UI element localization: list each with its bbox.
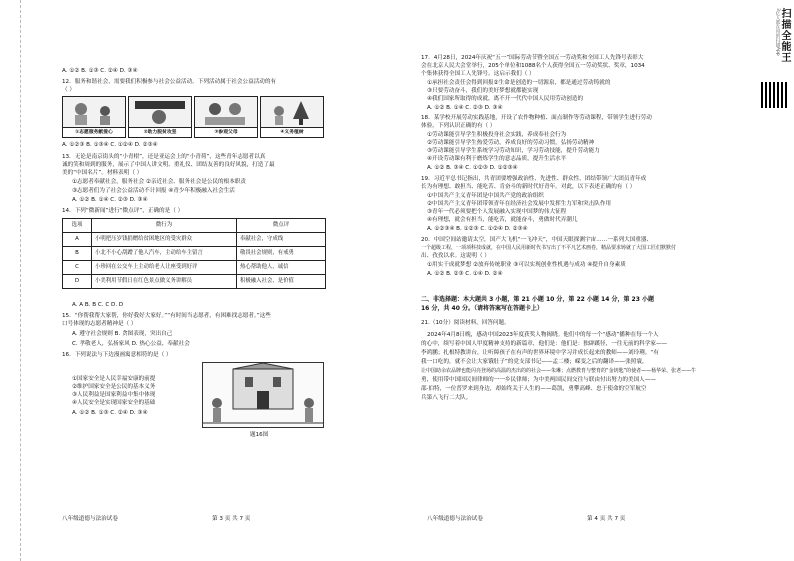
q17-option-2: ③只要劳动奋斗，我们的美好梦想就都能实现: [427, 88, 539, 94]
q18-option-3: ③劳动课能引导学生系统学习劳动知识，学习劳动技能，提升劳动能力: [427, 148, 600, 154]
q15-options-row-1: A. 遵守社会规则 B. 贪图表现，突出自己: [72, 331, 173, 337]
q13-option-row-2: ③志愿者们为了社会公益活动不计回报 ④青少年积极融入社会生活: [72, 188, 235, 194]
q12-panel-1-caption: ①志愿服务献爱心: [63, 127, 125, 137]
q19-option-1: ①中国共产主义青年团是中国共产党的政治组织: [427, 193, 544, 199]
q18-option-1: ①劳动课能引导学生积极投身社会实践，养成奉社会行为: [427, 132, 567, 138]
q15-options-row-2: C. 孝敬老人，弘扬家风 D. 热心公益，奉献社会: [72, 341, 190, 347]
q17-line-3: 个集体获得全国工人先锋号。这启示我们（ ）: [421, 71, 535, 77]
table-row: [63, 247, 326, 261]
q18-options: A. ①② B. ③④ C. ①②③ D. ①②③④: [427, 165, 518, 171]
q16-item-3: ③人民利益是国家利益中集中体现: [72, 392, 156, 398]
q12-panel-1: [62, 96, 126, 138]
q18-line-2: 体验。下列认识正确的有（ ）: [421, 123, 496, 129]
q13-line-2: 诚的笑和周到的服务，展示了中国人讲文明、重礼仪、团结友善的良好风貌，打造了最: [62, 162, 275, 168]
app-watermark-title: 扫描全能王: [779, 8, 790, 63]
q18-option-4: ④开设劳动课有利于磨炼学生的意志品质，提升生活水平: [427, 156, 567, 162]
q20-line-2: 一个超级工程，一项项科技成就，在中国人民用新时代书写出了不平凡艺术画卷，精品要求铸就了大国工匠们默默付: [421, 245, 677, 251]
q18-line-1: 18．某学校开展劳动实践基地，开设了农作物种植、面点制作等劳动课程，带领学生进行劳动: [421, 115, 652, 121]
q19-option-4: ④有理想，就会有担当，能吃苦，就能奋斗，勇做时代弄潮儿: [427, 217, 578, 223]
q16-item-2: ②维护国家安全是公民的基本义务: [72, 384, 156, 390]
footer-page-number: 第 4 页 共 7 页: [587, 516, 626, 522]
q12-panel-3-caption: ③参观父母: [195, 127, 257, 137]
q13-line-3: 美的“中国名片”。材料表明（ ）: [62, 170, 143, 176]
q17-line-1: 17．4月28日，2024年庆祝“五一”国际劳动节暨全国五一劳动奖和全国工人先锋号表彰大: [421, 55, 644, 61]
section-2-heading-line-2: 16 分，共 40 分。（请将答案写在答题卡上）: [421, 305, 543, 312]
q11-options: A. ①② B. ①③ C. ②④ D. ③④: [62, 68, 138, 74]
q18-option-2: ②劳动课能引导学生热爱劳动，养成良好的劳动习惯，弘扬劳动精神: [427, 140, 595, 146]
q13-option-row-1: ①志愿者奉献社会，服务社会 ②亲近社会、服务社会是公民的根本职责: [72, 179, 247, 185]
q19-line-2: 长为有理想、敢担当、能吃苦、肯奋斗的新时代好青年。对此，以下表述正确的有（ ）: [421, 184, 636, 190]
footer-subject: 八年级道德与法治试卷: [427, 516, 483, 522]
table-header-cell: 微行为: [92, 219, 237, 233]
q12-panel-4-caption: ④义务植树: [261, 127, 323, 137]
table-cell: 敬畏社会规则，有戒勇: [237, 247, 326, 261]
q19-line-1: 19．习近平总书记指出，共青团要增强政治性、先进性、群众性，团结带领广大团员青年成: [421, 176, 647, 182]
table-row: [63, 261, 326, 275]
table-row: [63, 233, 326, 247]
q20-option-row: ①用实干成就梦想 ②放弃传统职业 ③可以实现创业性机遇与成功 ④提升自身素质: [427, 262, 626, 268]
q12-panel-4: [260, 96, 324, 138]
table-cell: 小珍回在公交车上主动给老人让座受到好评: [92, 261, 237, 275]
q14-table: [62, 218, 326, 289]
q12-stem: 12．服务和谐社会，需要我们积极参与社会公益活动。下列活动属于社会公益活动的有: [62, 79, 277, 85]
footer-subject: 八年级道德与法治试卷: [62, 516, 118, 522]
app-watermark-subtitle: 3亿人都在用的扫描App: [775, 8, 780, 56]
q21-paragraph-line: 兵第八飞行二大队。: [421, 395, 472, 401]
q20-line-3: 出、孜孜以求。这说明（ ）: [421, 253, 490, 259]
q19-option-2: ②中国共产主义青年团带领青年在经济社会发展中发挥生力军和突击队作用: [427, 201, 612, 207]
table-cell: C: [63, 261, 92, 275]
q17-line-2: 会在北京人民大会堂举行，205个单位和1088名个人获得全国五一劳动奖状、奖章，1034: [421, 63, 645, 69]
table-row: [63, 275, 326, 289]
tree-planting-illustration-icon: [261, 97, 323, 127]
table-header-cell: 微点评: [237, 219, 326, 233]
table-cell: A: [63, 233, 92, 247]
table-cell: 热心帮助他人，诚信: [237, 261, 326, 275]
qr-code-icon: [761, 82, 787, 108]
poverty-relief-illustration-icon: [129, 97, 191, 127]
q16-stem: 16．下列说法与下边漫画寓意相符的是（ ）: [62, 352, 172, 358]
q20-line-1: 20．中国空间站邀请太空，国产大飞机“一飞冲天”，中国天眼探测宇宙……一系列大国重器、: [421, 237, 653, 243]
footer-page-number: 第 3 页 共 7 页: [212, 516, 251, 522]
right-page: [397, 0, 794, 561]
q17-option-3: ④我们国家所取得的成就，离不开一代代中国人民用劳动创造的: [427, 96, 584, 102]
volunteer-illustration-icon: [63, 97, 125, 127]
q20-options: A. ①② B. ②③ C. ①④ D. ②④: [427, 271, 503, 277]
table-cell: 奉献社会，守成线: [237, 233, 326, 247]
q21-paragraph-line: 让中国助余农品牌也能闪亮登场的高温的杰出的的社会——朱琳；点燃教育与整育的“金钥匙”的使者——杨华荣、张老——牛: [421, 368, 697, 374]
table-cell: 小北不小心刮蹭了他人汽车，主动给车主留言: [92, 247, 237, 261]
q15-line-1: 15．“你帮我帮大家帮，你好我好大家好。”“有时间当志愿者，有困难找志愿者。”这些: [62, 313, 271, 319]
q21-paragraph-line: 李鸿鹏；扎根特教讲台，让听障孩子在有声的世界环境中学习并成长起来的教师——刘玲琍。“有: [421, 350, 659, 356]
q16-item-1: ①国家安全是人民幸福安康的前提: [72, 376, 156, 382]
q21-paragraph-line: 的心中，续写着中国人甲度精神支持的新篇章，他们是：他们是：独辟蹊径，一往无前的科学家——: [421, 341, 668, 347]
q12-panel-2: [128, 96, 192, 138]
table-cell: D: [63, 275, 92, 289]
q12-panel-3: [194, 96, 258, 138]
q21-paragraph-line: 2024年4月8日晚，感动中国2023年度获奖人物揭晓。他们中的每一个“感动”播种在每一个人: [427, 332, 659, 338]
national-security-cartoon-icon: [203, 363, 323, 427]
q21-paragraph-line: 邵·伯特，一位普罗来到身边，却始终关于人生的——葛凯，勇攀高峰、忠于使命的空军航空: [421, 386, 647, 392]
q14-options: A. A B. B C. C D. D: [72, 302, 124, 308]
table-cell: 积极融入社会，是价值: [237, 275, 326, 289]
q19-options: A. ①②③④ B. ①②③ C. ①②④ D. ②③④: [427, 226, 528, 232]
q21-stem: 21.（10分）阅读材料，回答问题。: [421, 320, 510, 326]
table-header-cell: 选项: [63, 219, 92, 233]
visiting-parents-illustration-icon: [195, 97, 257, 127]
section-2-heading-line-1: 二、非选择题：本大题共 3 小题，第 21 小题 10 分，第 22 小题 14 分，第 23 小题: [421, 296, 654, 303]
q21-paragraph-line: 我一口吃的，就不会让大家饿肚子”的党支部书记——孟二楼；嵘变之后的翻译——张照寰，: [421, 359, 648, 365]
q16-item-4: ④人民安全是实现国家安全的基础: [72, 400, 156, 406]
table-header-row: [63, 219, 326, 233]
q21-paragraph-line: 勇，使用带中国国民间律师的一一乡民律师；为中美两国民间交往与联由付出努力的美国人——: [421, 377, 656, 383]
q15-line-2: 口号体现的志愿者精神是（ ）: [62, 321, 137, 327]
table-cell: 小美利用节假日在红色景点做义务讲解员: [92, 275, 237, 289]
q12-options: A. ①②③ B. ①③④ C. ①②④ D. ②③④: [62, 142, 158, 148]
table-cell: B: [63, 247, 92, 261]
q16-cartoon: [202, 362, 324, 428]
q14-stem: 14．下列“微新闻”进行“微点评”，正确的是（ ）: [62, 208, 184, 214]
fold-line: [20, 0, 22, 561]
q16-options: A. ①② B. ①③ C. ②④ D. ③④: [72, 410, 148, 416]
q13-options: A. ①② B. ①④ C. ②③ D. ③④: [72, 197, 148, 203]
q12-panel-2-caption: ②助力脱贫攻坚: [129, 127, 191, 137]
q13-line-1: 13．无论是南京街头的“小青柑”，还是亚运会上的“小青荷”，这些青年志愿者以真: [62, 154, 266, 160]
q19-option-3: ③青年一代必须要把个人发展融入实现中国梦的伟大征程: [427, 209, 567, 215]
table-cell: 小明把压岁钱捐赠给贫困地区的受灾群众: [92, 233, 237, 247]
q16-caption: 题16图: [250, 432, 269, 438]
q17-option-1: ①承担社会责任会得到回报②生命是创造的一切源泉，都是通过劳动铸就的: [427, 80, 611, 86]
q12-paren: （ ）: [62, 87, 75, 93]
q17-options: A. ①② B. ①④ C. ②③ D. ③④: [427, 105, 503, 111]
